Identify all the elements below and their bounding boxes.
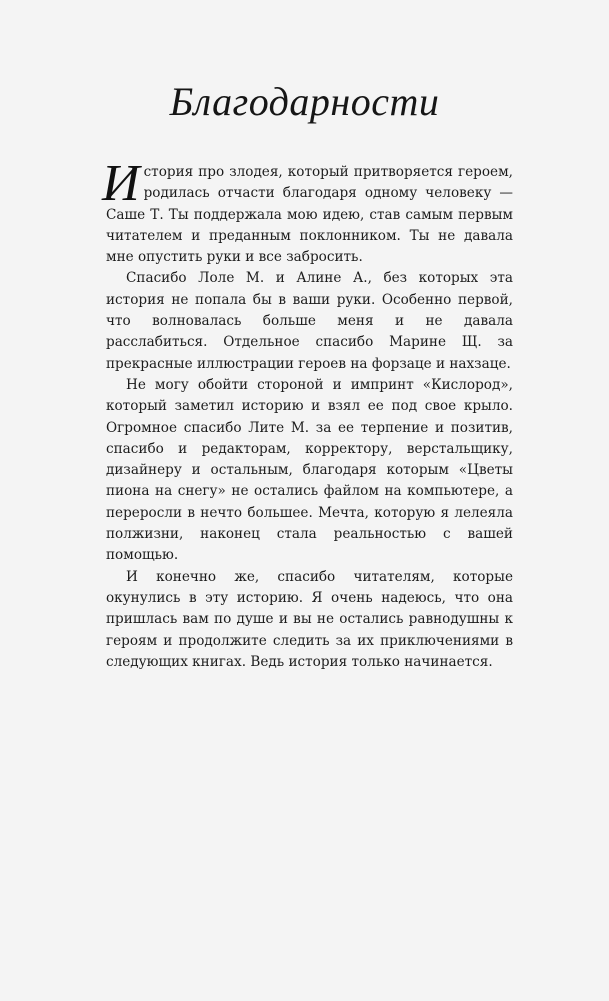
paragraph-1-text: стория про злодея, который притворяется героем, родилась отчасти благодаря одному человеку — Саше Т. Ты поддержала мою идею, став самым первым читателем и преданным поклонником. Ты не давала мне опустить руки и все забросить. — [106, 164, 513, 266]
page-title: Благодарности — [169, 79, 440, 124]
paragraph-2: Спасибо Лоле М. и Алине А., без которых эта история не попала бы в ваши руки. Особенно первой, что волновалась больше меня и не давала расслабиться. Отдельное спасибо Марине Щ. за прекрасные иллюстрации героев на форзаце и нахзаце. — [106, 270, 513, 372]
paragraph-3: Не могу обойти стороной и импринт «Кислород», который заметил историю и взял ее под свое крыло. Огромное спасибо Лите М. за ее терпение и позитив, спасибо и редакторам, корректору, верстальщику, дизайнеру и остальным, благодаря которым «Цветы пиона на снегу» не остались файлом на компьютере, а переросли в нечто большее. Мечта, которую я лелеяла полжизни, наконец стала реальностью с вашей помощью. — [106, 376, 513, 564]
paragraph-4: И конечно же, спасибо читателям, которые окунулись в эту историю. Я очень надеюсь, что она пришлась вам по душе и вы не остались равнодушны к героям и продолжите следить за их приключениями в следующих книгах. Ведь история только начинается. — [106, 568, 513, 670]
paragraph-1 — [102, 155, 513, 268]
drop-cap-letter: И — [102, 155, 140, 212]
acknowledgements-body — [102, 155, 513, 673]
